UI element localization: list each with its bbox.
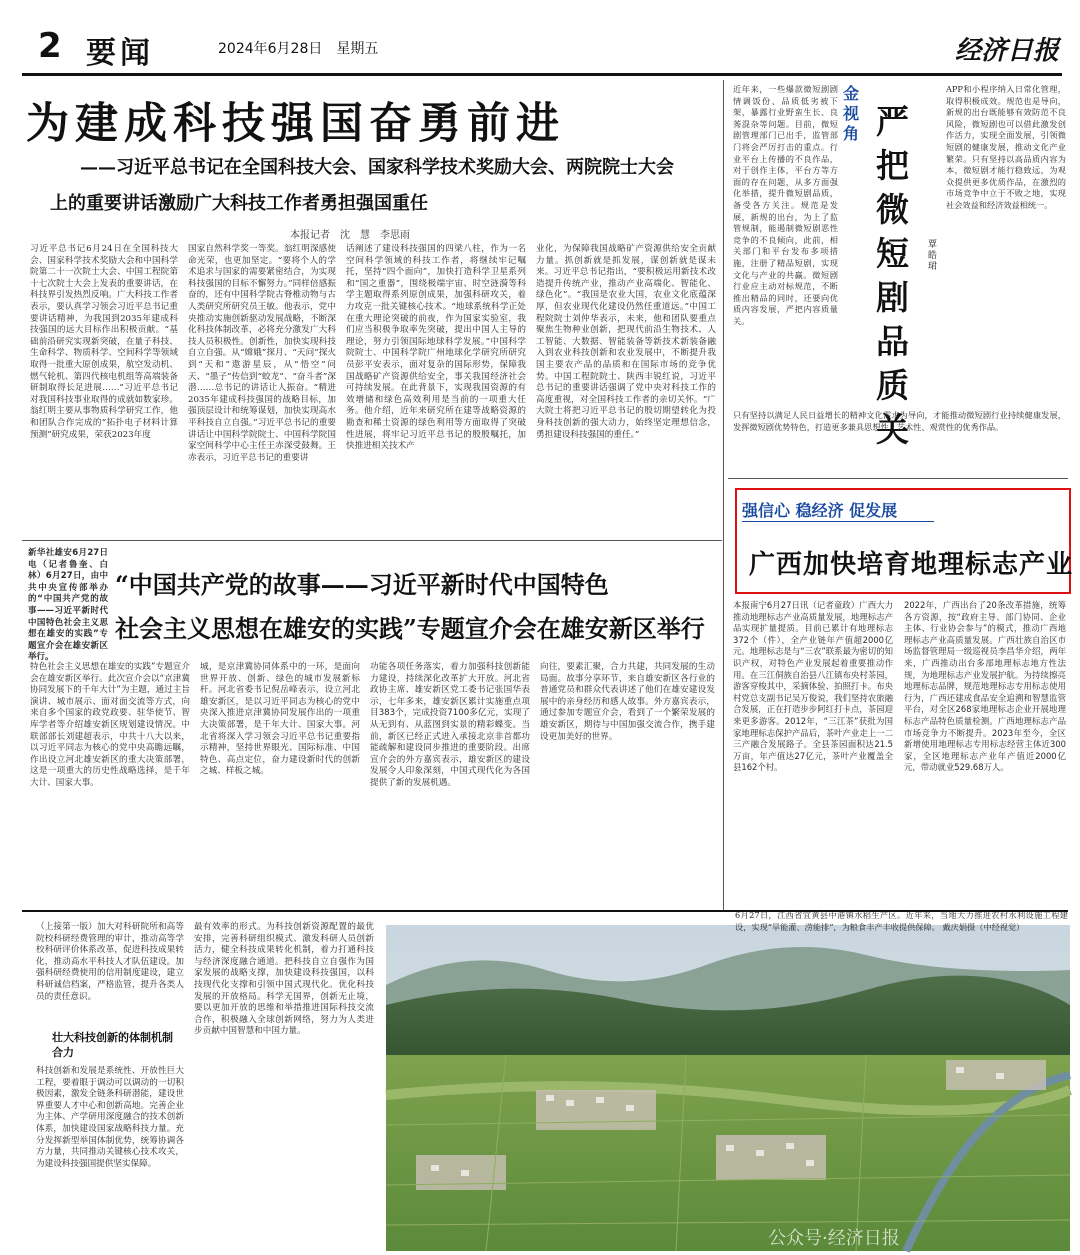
commentary-col-c: 只有坚持以满足人民日益增长的精神文化需求为导向，才能推动微短剧行业持续健康发展，发挥微短剧优势特色，打造更多兼具思想性、艺术性、观赏性的优秀作品。 [733, 410, 1066, 432]
story2-col-2: 城，是京津冀协同体系中的一环，是面向世界开放、创新、绿色的城市发展新标杆。河北省委书记倪岳峰表示，设立河北雄安新区，是以习近平同志为核心的党中央深入推进京津冀协同发展作出的一项重大决策部署，是千年大计、国家大事。河北省将深入学习领会习近平总书记重要指示精神，坚持世界眼光、国际标准、中国特色、高点定位，奋力建设新时代的创新之城、样板之城。 [200, 662, 360, 777]
photo-caption: 6月27日，江西省宜黄县中港镇水稻生产区。近年来，当地大力推进农村水利设施工程建设，实现“旱能灌、涝能排”，为粮食丰产丰收提供保障。 戴庆娟摄（中经视觉） [735, 910, 1068, 932]
story2-dateline: 新华社雄安6月27日电（记者鲁奎、白林）6月27日，由中共中央宣传部举办的“中国共产党的故事——习近平新时代中国特色社会主义思想在雄安的实践”专题宣介会在雄安新区举行。 [28, 548, 108, 663]
story2-col-1: 特色社会主义思想在雄安的实践”专题宣介会在雄安新区举行。此次宣介会以“京津冀协同发展下的千年大计”为主题，通过主旨演讲、城市展示、面对面交流等方式，向来自多个国家的政党政要、驻华使节、智库学者等介绍雄安新区规划建设情况。中联部部长刘建超表示，中共十八大以来，以习近平同志为核心的党中央高瞻远瞩，作出设立河北雄安新区的重大决策部署，这是一项重大的历史性战略选择，是千年大计、国家大事。 [30, 662, 190, 788]
section-divider [22, 540, 722, 541]
story2-headline-line-2: 社会主义思想在雄安的实践”专题宣介会在雄安新区举行 [115, 614, 705, 643]
story2-headline-line-1: “中国共产党的故事——习近平新时代中国特色 [115, 570, 609, 599]
continuation-subhead: 壮大科技创新的体制机制合力 [52, 1031, 173, 1059]
story2-col-3: 功能各项任务落实，着力加强科技创新能力建设，持续深化改革扩大开放。河北省政协主席、雄安新区党工委书记张国华表示，七年多来，雄安新区累计实施重点项目383个，完成投资7100多亿元，实现了从无到有、从蓝图到实景的精彩蝶变。当前，新区已经正式进入承接北京非首都功能疏解和建设同步推进的重要阶段。出席宣介会的外方嘉宾表示，雄安新区的建设发展令人印象深刻，中国式现代化为各国提供了新的发展机遇。 [370, 662, 530, 788]
story2-col-4: 向往，要素汇聚，合力共建，共同发展的生动局面。故事分享环节，来自雄安新区各行业的普通党员和群众代表讲述了他们在雄安建设发展中的亲身经历和感人故事。外方嘉宾表示，通过参加专题宣介会，看到了一个繁荣发展的雄安新区，期待与中国加强交流合作，携手建设更加美好的世界。 [540, 662, 715, 742]
commentary-col-a: 近年来，一些爆款微短剧剧情调饭份、品质低劣被下架，暴露行业野蛮生长、良莠混杂等问题。目前，微短剧管理部门已出手，监管部门将会严厉打击的重点。行业平台上传播的不良作品，对于创作主体，平台方等方面的存在问题，从多方面强化举措，提升微短剧品质，备受各方关注。规范是发展，新规的出台，为上了监管规制，能遏制微短剧恶性竞争的不良倾向，此前，相关部门和平台发布多项措施，注册了精品短剧，实现文化与产业的共赢。微短剧行业应主动对标规范，不断推出精品的同时，还要向优质内容发展，严把内容质量关。 [733, 84, 838, 326]
sidebar-headline: 广西加快培育地理标志产业 [749, 550, 1074, 580]
commentary-col-b: APP和小程序纳入日常化管理，取得积极成效。规范也是导向，新规的出台既能够有效防范不良风险，微短剧也可以借此激发创作活力，实现全面发展，引领微短剧的健康发展，推动文化产业繁荣。只有坚持以高品质内容为本，微短剧才能行稳致远，为观众提供更多优质作品，在激烈的市场竞争中立于不败之地，实现社会效益和经济效益相统一。 [946, 84, 1066, 210]
landscape-photo [386, 925, 1070, 1251]
section-title: 要闻 [86, 36, 154, 71]
story2-headline [115, 563, 715, 651]
header-rule [22, 73, 1062, 76]
masthead-logo: 经济日报 [955, 36, 1060, 66]
photo-credit: 戴庆娟摄（中经视觉） [939, 921, 1025, 932]
continuation-col-1-top: （上接第一版）加大对科研院所和高等院校科研经费管理的审计，推动高等学校科研评价体系改革，促进科技成果转化，推动高水平科技人才队伍建设。加强科研经费使用的信用制度建设，建立科研诚信档案，严格监管，提升各类人员的责任意识。 [36, 922, 184, 1002]
commentary-author: 覃 皓 珺 [928, 240, 947, 272]
continuation-col-2: 最有效率的形式。为科技创新资源配置的最优安排，完善科研组织模式、激发科研人员创新活力，健全科技成果转化机制，着力打通科技与经济深度融合通道。把科技自立自强作为国家发展的战略支撑，加快建设科技强国，以科技现代化支撑和引领中国式现代化。优化科技发展的开放格局。科学无国界，创新无止境，要以更加开放的思维和举措推进国际科技交流合作，积极融入全球创新网络，努力为人类进步贡献中国智慧和中国力量。 [194, 922, 374, 1037]
column-divider [723, 80, 724, 910]
main-headline: 为建成科技强国奋勇前进 [26, 99, 565, 149]
watermark: 公众号·经济日报 [768, 1228, 900, 1249]
issue-date: 2024年6月28日 星期五 [218, 41, 379, 57]
story-kicker: 强信心 稳经济 促发展 [742, 501, 898, 520]
page-number: 2 [38, 26, 62, 66]
main-body-col-4: 业化，为保障我国战略矿产资源供给安全贡献力量。抓创新就是抓发展，谋创新就是谋未来。习近平总书记指出，“要积极运用新技术改造提升传统产业，推动产业高端化、智能化、绿色化”。“我国是农业大国，农业文化底蕴深厚，但农业现代化建设仍然任重道远。”中国工程院院士刘仲华表示，未来，他和团队要重点聚焦生物种业创新，把现代前沿生物技术、人工智能、大数据、智能装备等新技术新装备融入到农业科技创新和农业发展中，不断提升我国主要农产品的品质和在国际市场的竞争优势。中国工程院院士、陕西丰锐红说，习近平总书记的重要讲话强调了党中央对科技工作的高度重视，对全国科技工作者的亲切关怀。“广大院士将把习近平总书记的殷切期望转化为投身科技创新的强大动力，始终坚定理想信念，勇担建设科技强国的重任。” [536, 244, 716, 440]
main-subheadline [50, 150, 700, 222]
main-body-col-2: 国家自然科学奖一等奖。翁红明深感使命光荣，也更加坚定。“要将个人的学术追求与国家的需要紧密结合，为实现科技强国的目标不懈努力。”同样倍感振奋的，还有中国科学院古脊椎动物与古人类研究所研究员王敏。他表示，党中央推动实施创新驱动发展战略，不断深化科技体制改革，必将充分激发广大科技人员积极性。创新性，加快实现科技自立自强。从“嫦娥”探月、“天问”探火到“天和”遨游星辰，从“悟空”问天、“墨子”传信到“蛟龙”、“奋斗者”深潜……总书记的讲话让人振奋。“精进2035年建成科技强国的战略目标，加强顶层设计和统筹谋划，加快实现高水平科技自立自强。”习近平总书记的重要讲话让中国科学院院士、中国科学院国家空间科学中心主任王赤深受鼓舞。王赤表示，习近平总书记的重要讲 [188, 244, 336, 463]
section-divider [728, 478, 1068, 479]
commentary-headline: 严把微短剧品质关 [876, 102, 909, 449]
kicker-underline [742, 521, 934, 522]
sidebar-body-col-a: 本报南宁6月27日讯（记者童政）广西大力推动地理标志产业高质量发展，地理标志产品实现扩量提质。目前已累计有地理标志372个（件），全产业链年产值超2000亿元。地理标志是与“三农”联系最为密切的知识产权，对特色产业发展起着重要推动作用。在三江侗族自治县八江镇布央村茶园，游客穿梭其中，采摘体验、拍照打卡。布央村党总支副书记吴万俊说，我们坚持农旅融合发展，正在打造步步阿红打卡点，茶园迎来更多游客。2012年，“三江茶”获批为国家地理标志保护产品后，茶叶产业走上一二三产融合发展路子。全县茶园面积达21.5万亩，年产值达27亿元，茶叶产业覆盖全县162个村。 [733, 600, 893, 773]
rice-field-village-image [386, 925, 1070, 1251]
column-name: 金视角 [843, 84, 860, 143]
subheadline-line-1: ——习近平总书记在全国科技大会、国家科学技术奖励大会、两院院士大会 [80, 157, 674, 178]
main-body-col-1: 习近平总书记6月24日在全国科技大会、国家科学技术奖励大会和中国科学院第二十一次院士大会、中国工程院第十七次院士大会上发表的重要讲话，在科技界引发热烈反响。广大科技工作者表示，要认真学习领会习近平总书记重要讲话精神，为我国到2035年建成科技强国的远大目标作出积极贡献。“基础前沿研究实现新突破，在量子科技、生命科学、物质科学、空间科学等领域取得一批重大原创成果，航空发动机、燃气轮机、第四代核电机组等高端装备研制取得长足进展……”习近平总书记对我国科技事业取得的成就如数家珍。翁红明主要从事物质科学研究工作，他和团队合作完成的“拓扑电子材料计算预测”研究成果，荣获2023年度 [30, 244, 178, 440]
main-body-col-3: 话阐述了建设科技强国的四梁八柱，作为一名空间科学领域的科技工作者，将继续牢记嘱托，坚持“四个面向”，加快打造科学卫星系列和“国之重器”，围绕极端宇宙、时空涟漪等科学主题取得系列原创成果，加强科研攻关，着力攻克一批关键核心技术。“地球系统科学正处在重大理论突破的前夜，作为国家实验室，我们应当积极争取率先突破，提出中国人主导的理论，努力引领国际地球科学发展。”中国科学院院士、中国科学院广州地球化学研究所研究员彭平安表示，面对复杂的国际形势，保障我国战略矿产资源供给安全，事关我国经济社会可持续发展。在此背景下，实现我国资源的有效增储和绿色高效利用是当前的一项重大任务。他介绍，近年来研究所在建等战略资源的勘查和稀土资源的绿色利用等方面取得了突破性进展，将牢记习近平总书记的殷殷嘱托，加快推进相关技术产 [346, 244, 526, 452]
continuation-col-1-bottom: 科技创新和发展是系统性、开放性巨大工程，要着眼于调动可以调动的一切积极因素，激发全链条科研潜能，建设世界重要人才中心和创新高地。完善企业为主体、产学研用深度融合的技术创新体系，加快建设国家战略科技力量。充分发挥新型举国体制优势，统筹协调各方力量，共同推动关键核心技术攻关，为建设科技强国提供坚实保障。 [36, 1066, 184, 1169]
subheadline-line-2: 上的重要讲话激励广大科技工作者勇担强国重任 [50, 193, 428, 214]
sidebar-body-col-b: 2022年，广西出台了20条改革措施，统筹各方资源，按“政府主导、部门协同、企业主体、行业协会参与”的模式，推动广西地理标志产业高质量发展。广西壮族自治区市场监督管理局一级巡视员李昌华介绍，两年来，广西推动出台多部地理标志地方性法规，为地理标志产业发展护航。为持续擦亮地理标志品牌，规范地理标志专用标志使用行为，广西还建成食品安全追溯和智慧监管平台，对全区268家地理标志企业开展地理标志产品特色质量检测。广西地理标志产品市场竞争力不断提升。2023年至今，全区新增使用地理标志专用标志经营主体近300家，全区地理标志产业年产值近2000亿元，带动就业529.68万人。 [904, 600, 1066, 773]
byline: 本报记者 沈 慧 李思雨 [290, 230, 410, 241]
